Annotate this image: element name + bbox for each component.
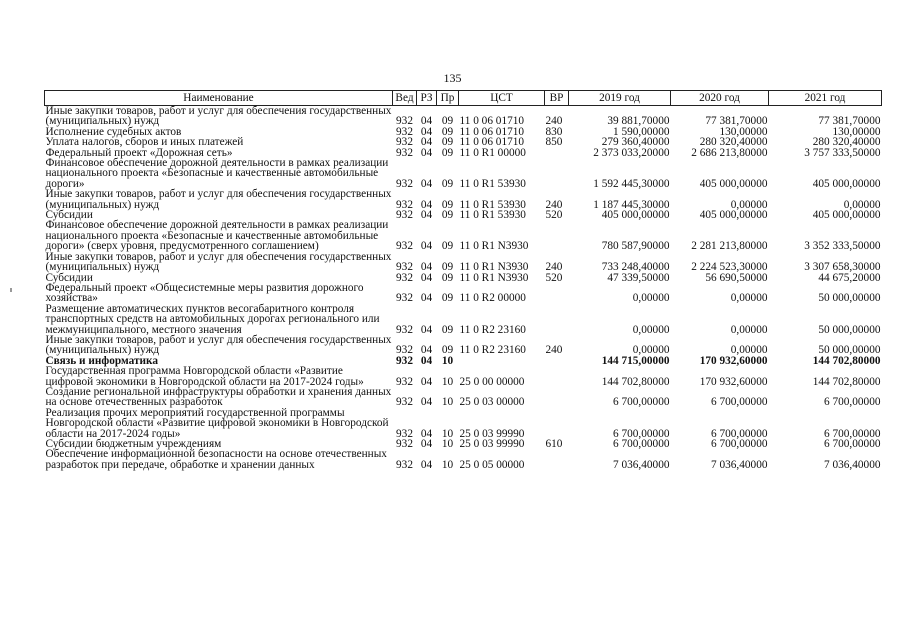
table-row: [45, 366, 882, 387]
row-rz: 04: [420, 115, 433, 128]
row-vr: [545, 158, 569, 189]
row-pr: 10: [441, 438, 454, 450]
table-row: [45, 335, 882, 356]
table-row: [45, 106, 882, 127]
row-vr: [545, 356, 569, 366]
row-amount-2020: 77 381,70000: [705, 115, 768, 128]
row-amount-2019: 0,00000: [632, 323, 670, 336]
row-amount-2019: 0,00000: [632, 292, 670, 305]
row-cst: 11 0 R2 00000: [459, 292, 526, 305]
row-vr: 520: [545, 271, 563, 284]
row-amount-2019: 1 590,00000: [613, 125, 670, 138]
row-cst: 11 0 R2 23160: [459, 344, 526, 357]
row-rz: 04: [420, 271, 433, 284]
row-cst: 11 0 R1 N3930: [459, 240, 529, 253]
row-ved: 932: [396, 271, 413, 284]
header-cst: ЦСТ: [459, 91, 545, 106]
row-pr: 09: [441, 198, 454, 211]
row-ved: 932: [396, 261, 413, 274]
row-pr: 09: [441, 292, 454, 305]
row-vr: 830: [545, 125, 563, 138]
row-pr: 09: [441, 240, 454, 253]
row-amount-2019: 0,00000: [632, 344, 670, 357]
header-pr: Пр: [437, 91, 459, 106]
row-rz: 04: [420, 375, 433, 388]
table-body: [45, 106, 882, 471]
row-name: Субсидии: [45, 209, 93, 222]
row-ved: 932: [396, 115, 413, 128]
row-ved: 932: [396, 209, 413, 222]
row-amount-2020: 405 000,00000: [699, 177, 768, 190]
row-ved: 932: [396, 354, 413, 367]
row-amount-2021: 405 000,00000: [812, 209, 881, 222]
header-2020: 2020 год: [671, 91, 769, 106]
table-row: [45, 158, 882, 189]
row-amount-2020: 56 690,50000: [705, 271, 768, 284]
row-name: Субсидии бюджетным учреждениям: [45, 438, 222, 450]
row-amount-2021: 6 700,00000: [824, 396, 881, 409]
row-name: Федеральный проект «Дорожная сеть»: [45, 146, 233, 159]
row-amount-2020: 0,00000: [730, 344, 768, 357]
row-amount-2021: 6 700,00000: [824, 438, 881, 450]
row-cst: 11 0 06 01710: [459, 136, 525, 149]
row-amount-2021: 77 381,70000: [818, 115, 881, 128]
row-pr: 09: [441, 271, 454, 284]
row-amount-2019: 279 360,40000: [601, 136, 670, 149]
header-vr: ВР: [545, 91, 569, 106]
row-rz: 04: [420, 198, 433, 211]
row-ved: 932: [396, 198, 413, 211]
row-amount-2019: 6 700,00000: [613, 427, 670, 440]
row-rz: 04: [420, 323, 433, 336]
row-name: Обеспечение информационной безопасности на основе отечественных разработок при передаче, обработке и хранении данных: [45, 448, 387, 471]
row-vr: 240: [545, 198, 563, 211]
margin-mark: [10, 288, 12, 292]
row-amount-2020: 0,00000: [730, 198, 768, 211]
row-amount-2021: 3 352 333,50000: [804, 240, 881, 253]
row-amount-2019: 144 715,00000: [601, 354, 670, 367]
row-amount-2021: 0,00000: [843, 198, 881, 211]
row-cst: 25 0 05 00000: [459, 458, 525, 471]
budget-table: [44, 90, 882, 470]
row-rz: 04: [420, 125, 433, 138]
row-name: Размещение автоматических пунктов весогабаритного контроля транспортных средств на автомобильных дорогах регионального или межмуниципального, местного значения: [45, 302, 380, 336]
row-ved: 932: [396, 240, 413, 253]
row-name: Финансовое обеспечение дорожной деятельности в рамках реализации национального проекта «Безопасные и качественные автомобильные дороги»: [45, 157, 389, 190]
header-2019: 2019 год: [569, 91, 671, 106]
row-amount-2020: 7 036,40000: [711, 458, 768, 471]
row-ved: 932: [396, 344, 413, 357]
row-rz: 04: [420, 292, 433, 305]
row-pr: 09: [441, 125, 454, 138]
row-vr: 850: [545, 136, 563, 149]
page-number: 135: [443, 71, 462, 85]
row-rz: 04: [420, 240, 433, 253]
row-cst: 11 0 R1 N3930: [459, 261, 529, 274]
row-vr: 240: [545, 261, 563, 274]
row-pr: 09: [441, 115, 454, 128]
row-name: Государственная программа Новгородской области «Развитие цифровой экономики в Новгородской области на 2017-2024 годы»: [45, 365, 364, 388]
row-cst: 11 0 R1 53930: [459, 209, 526, 222]
row-vr: [545, 220, 569, 251]
table-row: [45, 304, 882, 335]
row-ved: 932: [396, 438, 413, 450]
row-cst: 11 0 R1 53930: [459, 198, 526, 211]
row-rz: 04: [420, 458, 433, 471]
row-amount-2020: 2 281 213,80000: [691, 240, 768, 253]
row-amount-2019: 780 587,90000: [601, 240, 670, 253]
row-vr: 240: [545, 344, 563, 357]
table-row: [45, 220, 882, 251]
row-amount-2020: 6 700,00000: [711, 396, 768, 409]
row-amount-2019: 39 881,70000: [607, 115, 670, 128]
row-cst: 11 0 06 01710: [459, 125, 525, 138]
row-amount-2020: 170 932,60000: [699, 375, 768, 388]
row-amount-2020: 0,00000: [730, 323, 768, 336]
row-amount-2021: 144 702,80000: [812, 375, 881, 388]
row-amount-2021: 130,00000: [832, 125, 881, 138]
header-rz: РЗ: [417, 91, 437, 106]
table-row: [45, 387, 882, 408]
row-amount-2021: 50 000,00000: [818, 323, 881, 336]
row-ved: 932: [396, 177, 413, 190]
row-ved: 932: [396, 136, 413, 149]
row-amount-2020: 0,00000: [730, 292, 768, 305]
row-amount-2019: 733 248,40000: [601, 261, 670, 274]
header-name: Наименование: [45, 91, 393, 106]
row-amount-2020: 280 320,40000: [699, 136, 768, 149]
row-cst: 25 0 03 00000: [459, 396, 525, 409]
row-vr: [545, 148, 569, 158]
row-pr: 10: [441, 458, 454, 471]
row-amount-2019: 1 187 445,30000: [593, 198, 670, 211]
row-cst: 11 0 R2 23160: [459, 323, 526, 336]
row-vr: [545, 366, 569, 387]
row-rz: 04: [420, 261, 433, 274]
row-amount-2021: 6 700,00000: [824, 427, 881, 440]
row-ved: 932: [396, 146, 413, 159]
row-pr: 09: [441, 323, 454, 336]
row-pr: 09: [441, 177, 454, 190]
row-vr: [545, 304, 569, 335]
row-pr: 10: [441, 427, 454, 440]
row-amount-2019: 6 700,00000: [613, 438, 670, 450]
row-rz: 04: [420, 354, 433, 367]
table-row: [45, 252, 882, 273]
row-amount-2019: 144 702,80000: [601, 375, 670, 388]
row-rz: 04: [420, 396, 433, 409]
row-pr: 09: [441, 146, 454, 159]
header-ved: Вед: [393, 91, 417, 106]
row-amount-2019: 47 339,50000: [607, 271, 670, 284]
row-amount-2020: 2 224 523,30000: [691, 261, 768, 274]
row-name: Иные закупки товаров, работ и услуг для обеспечения государственных (муниципальных) нужд: [45, 188, 392, 211]
row-pr: 09: [441, 261, 454, 274]
row-cst: [459, 356, 545, 366]
row-ved: 932: [396, 458, 413, 471]
header-2021: 2021 год: [769, 91, 882, 106]
row-rz: 04: [420, 344, 433, 357]
row-name: Федеральный проект «Общесистемные меры развития дорожного хозяйства»: [45, 281, 364, 305]
row-amount-2020: 6 700,00000: [711, 438, 768, 450]
row-vr: 610: [545, 438, 563, 450]
row-ved: 932: [396, 427, 413, 440]
row-amount-2020: 170 932,60000: [699, 354, 768, 367]
table-row: [45, 283, 882, 304]
row-rz: 04: [420, 177, 433, 190]
row-name: Реализация прочих мероприятий государственной программы Новгородской области «Развитие цифровой экономики в Новгородской области на 2017-2024 годы»: [45, 406, 389, 440]
row-amount-2019: 405 000,00000: [601, 209, 670, 222]
table-row: [45, 408, 882, 439]
table-row: [45, 449, 882, 470]
row-rz: 04: [420, 427, 433, 440]
row-amount-2021: 405 000,00000: [812, 177, 881, 190]
row-vr: 520: [545, 209, 563, 222]
row-rz: 04: [420, 136, 433, 149]
row-cst: 11 0 R1 53930: [459, 177, 526, 190]
row-amount-2021: 7 036,40000: [824, 458, 881, 471]
row-name: Исполнение судебных актов: [45, 125, 182, 138]
row-ved: 932: [396, 396, 413, 409]
row-pr: 10: [441, 354, 454, 367]
row-amount-2019: 1 592 445,30000: [593, 177, 670, 190]
table-header-row: [45, 91, 882, 106]
row-ved: 932: [396, 292, 413, 305]
row-amount-2021: 3 307 658,30000: [804, 261, 881, 274]
row-cst: 11 0 R1 00000: [459, 146, 526, 159]
row-rz: 04: [420, 146, 433, 159]
row-amount-2021: 50 000,00000: [818, 344, 881, 357]
row-amount-2021: 144 702,80000: [812, 354, 881, 367]
row-name: Иные закупки товаров, работ и услуг для обеспечения государственных (муниципальных) нужд: [45, 105, 392, 128]
row-cst: 25 0 03 99990: [459, 427, 525, 440]
table-row: [45, 189, 882, 210]
row-cst: 25 0 00 00000: [459, 375, 525, 388]
row-amount-2021: 280 320,40000: [812, 136, 881, 149]
row-ved: 932: [396, 125, 413, 138]
row-pr: 10: [441, 396, 454, 409]
row-amount-2020: 2 686 213,80000: [691, 146, 768, 159]
row-amount-2019: 6 700,00000: [613, 396, 670, 409]
row-amount-2019: 2 373 033,20000: [593, 146, 670, 159]
row-vr: [545, 387, 569, 408]
row-vr: 240: [545, 115, 563, 128]
row-name: Связь и информатика: [45, 354, 159, 367]
row-amount-2021: 50 000,00000: [818, 292, 881, 305]
row-vr: [545, 449, 569, 470]
row-rz: 04: [420, 438, 433, 450]
row-pr: 09: [441, 209, 454, 222]
row-name: Субсидии: [45, 271, 93, 284]
row-cst: 25 0 03 99990: [459, 438, 525, 450]
row-amount-2021: 44 675,20000: [818, 271, 881, 284]
row-amount-2021: 3 757 333,50000: [804, 146, 881, 159]
row-cst: 11 0 R1 N3930: [459, 271, 529, 284]
row-rz: 04: [420, 209, 433, 222]
row-name: Финансовое обеспечение дорожной деятельности в рамках реализации национального проекта «Безопасные и качественные автомобильные дороги» (сверх уровня, предусмотренного соглашением): [45, 219, 389, 253]
row-pr: 09: [441, 344, 454, 357]
row-amount-2020: 6 700,00000: [711, 427, 768, 440]
row-pr: 09: [441, 136, 454, 149]
row-amount-2019: 7 036,40000: [613, 458, 670, 471]
row-name: Создание региональной инфраструктуры обработки и хранения данных на основе отечественных разработок: [45, 385, 392, 409]
row-pr: 10: [441, 375, 454, 388]
row-ved: 932: [396, 323, 413, 336]
row-ved: 932: [396, 375, 413, 388]
row-amount-2020: 405 000,00000: [699, 209, 768, 222]
row-cst: 11 0 06 01710: [459, 115, 525, 128]
row-name: Иные закупки товаров, работ и услуг для обеспечения государственных (муниципальных) нужд: [45, 250, 392, 274]
row-name: Иные закупки товаров, работ и услуг для обеспечения государственных (муниципальных) нужд: [45, 333, 392, 357]
row-vr: [545, 283, 569, 304]
row-name: Уплата налогов, сборов и иных платежей: [45, 136, 244, 149]
row-vr: [545, 408, 569, 439]
row-amount-2020: 130,00000: [719, 125, 768, 138]
